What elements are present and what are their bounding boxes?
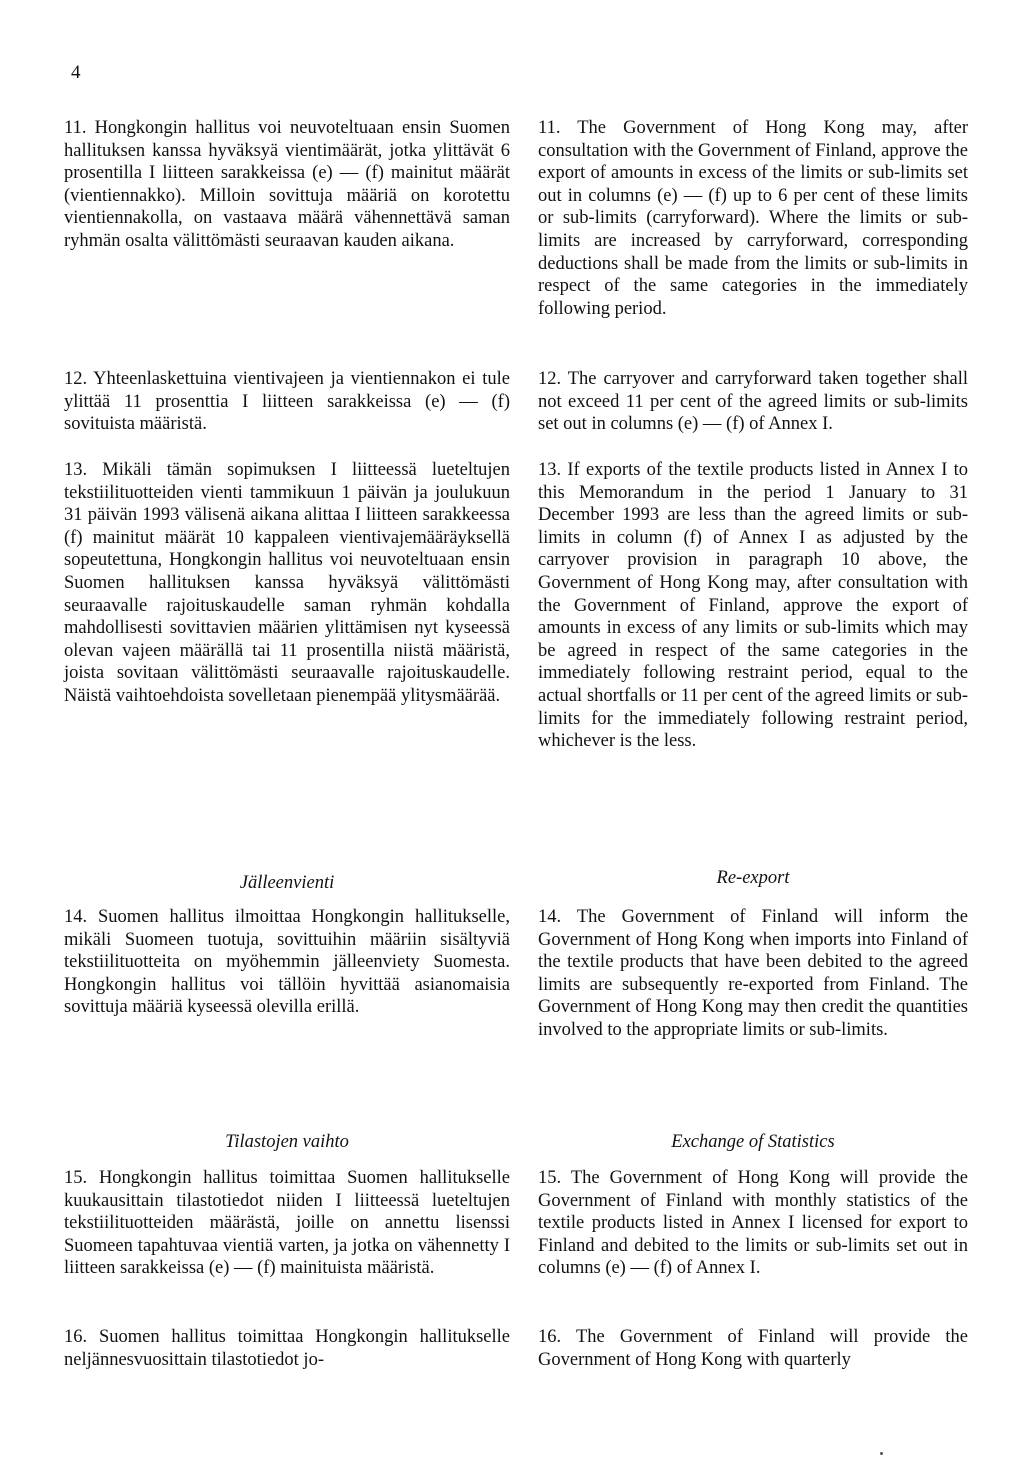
fi-heading-reexport: Jälleenvienti <box>239 873 335 893</box>
page-number: 4 <box>71 62 81 83</box>
fi-paragraph-12: 12. Yhteenlaskettuina vientivajeen ja vientiennakon ei tule ylittää 11 prosenttia I liitteen sarakkeissa (e) — (f) sovituista määristä. <box>64 369 510 435</box>
fi-heading-statistics: Tilastojen vaihto <box>225 1132 349 1152</box>
en-paragraph-14: 14. The Government of Finland will inform the Government of Hong Kong when imports into Finland of the textile products that have been debited to the agreed limits are subsequently re-exported from Finland. The Government of Hong Kong may then credit the quantities involved to the appropriate limits or sub-limits. <box>538 907 968 1040</box>
en-paragraph-12: 12. The carryover and carryforward taken together shall not exceed 11 per cent of the agreed limits or sub-limits set out in columns (e) — (f) of Annex I. <box>538 369 968 435</box>
en-paragraph-11: 11. The Government of Hong Kong may, after consultation with the Government of Finland, approve the export of amounts in excess of the limits or sub-limits set out in columns (e) — (f) up to 6 per cent of these limits or sub-limits (carryforward). Where the limits or sub-limits are increased by carryforward, corresponding deductions shall be made from the limits or sub-limits in respect of the same categories in the immediately following period. <box>538 118 968 319</box>
fi-paragraph-15: 15. Hongkongin hallitus toimittaa Suomen hallitukselle kuukausittain tilastotiedot niiden I liitteessä lueteltujen tekstiilituotteiden määrästä, joille on annettu lisenssi Suomeen tapahtuvaa vientiä varten, ja jotka on vähennetty I liitteen sarakkeissa (e) — (f) mainituista määristä. <box>64 1168 510 1279</box>
scan-speck <box>880 1452 883 1455</box>
en-paragraph-16: 16. The Government of Finland will provide the Government of Hong Kong with quarterly <box>538 1327 968 1370</box>
en-paragraph-15: 15. The Government of Hong Kong will provide the Government of Finland with monthly statistics of the textile products listed in Annex I licensed for export to Finland and debited to the limits or sub-limits set out in columns (e) — (f) of Annex I. <box>538 1168 968 1279</box>
fi-paragraph-13: 13. Mikäli tämän sopimuksen I liitteessä lueteltujen tekstiilituotteiden vienti tammikuun 1 päivän ja joulukuun 31 päivän 1993 välisenä aikana alittaa I liitteen sarakkeessa (f) mainitut määrät 10 kappaleen vientivajemääräyksellä sopeutettuna, Hongkongin hallitus voi neuvoteltuaan ensin Suomen hallituksen kanssa hyväksyä välittömästi seuraavalle rajoituskaudelle saman ryhmän kohdalla mahdollisesti sovittavien määrien ylittämisen nyt kyseessä olevan vajeen määrällä tai 11 prosentilla niistä määristä, joista sovitaan välittömästi seuraavalle rajoituskaudelle. Näistä vaihtoehdoista sovelletaan pienempää ylitysmäärää. <box>64 460 510 706</box>
fi-paragraph-11: 11. Hongkongin hallitus voi neuvoteltuaan ensin Suomen hallituksen kanssa hyväksyä vientimäärät, jotka ylittävät 6 prosentilla I liitteen sarakkeissa (e) — (f) mainitut määrät (vientiennakko). Milloin sovittuja määriä on korotettu vientiennakolla, on vastaava määrä vähennettävä saman ryhmän osalta välittömästi seuraavan kauden aikana. <box>64 118 510 251</box>
fi-paragraph-14: 14. Suomen hallitus ilmoittaa Hongkongin hallitukselle, mikäli Suomeen tuotuja, sovittuihin määriin sisältyviä tekstiilituotteita on myöhemmin jälleenviety Suomesta. Hongkongin hallitus voi tällöin hyvittää asianomaisia sovittuja määriä kyseessä olevilla erillä. <box>64 907 510 1018</box>
en-paragraph-13: 13. If exports of the textile products listed in Annex I to this Memorandum in the period 1 January to 31 December 1993 are less than the agreed limits or sub-limits in column (f) of Annex I as adjusted by the carryover provision in paragraph 10 above, the Government of Hong Kong may, after consultation with the Government of Finland, approve the export of amounts in excess of any limits or sub-limits which may be agreed in respect of the same categories in the immediately following restraint period, equal to the actual shortfalls or 11 per cent of the agreed limits or sub-limits for the immediately following restraint period, whichever is the less. <box>538 460 968 752</box>
en-heading-statistics: Exchange of Statistics <box>671 1132 835 1152</box>
en-heading-reexport: Re-export <box>716 868 790 888</box>
fi-paragraph-16: 16. Suomen hallitus toimittaa Hongkongin hallitukselle neljännesvuosittain tilastotiedot jo- <box>64 1327 510 1370</box>
